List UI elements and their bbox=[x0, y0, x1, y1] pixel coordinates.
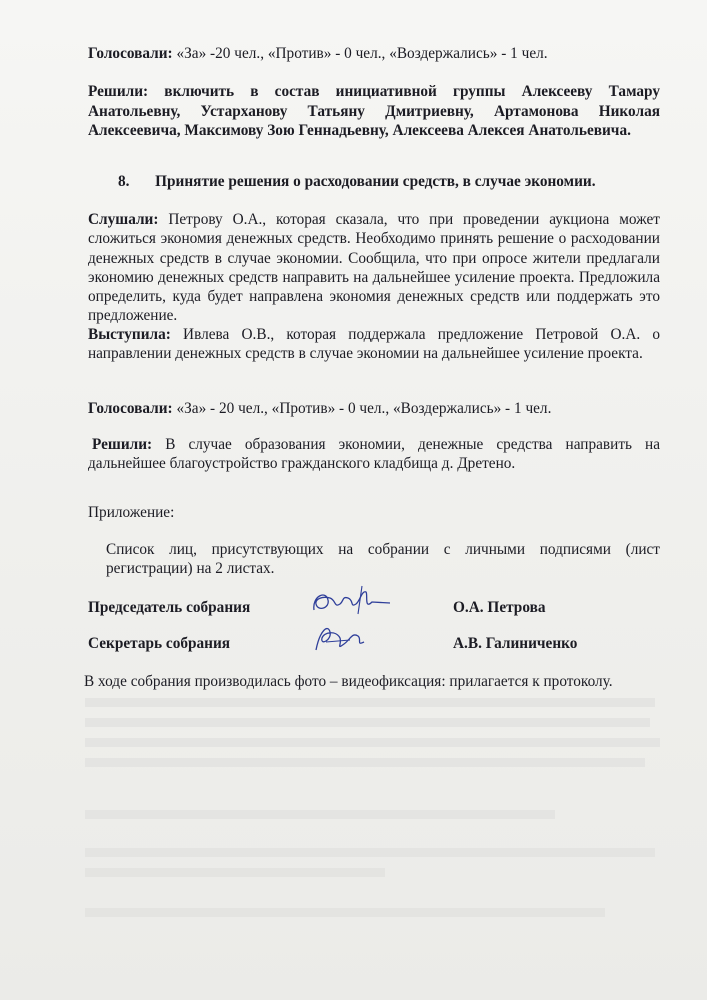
spoke-text: Ивлева О.В., которая поддержала предложение Петровой О.А. о направлении денежных средств в случае экономии на дальнейшее усиление проекта. bbox=[88, 326, 660, 363]
decision-label: Решили: bbox=[92, 436, 153, 453]
vote-result-1 bbox=[88, 44, 660, 63]
decision-2 bbox=[88, 435, 660, 474]
signature-name: А.В. Галиниченко bbox=[453, 635, 578, 652]
vote-text: «За» - 20 чел., «Против» - 0 чел., «Воздержались» - 1 чел. bbox=[176, 400, 552, 417]
spoke-paragraph bbox=[88, 325, 660, 364]
vote-label: Голосовали: bbox=[88, 400, 173, 417]
signature-title: Секретарь собрания bbox=[88, 635, 231, 652]
spoke-label: Выступила: bbox=[88, 326, 171, 343]
agenda-item-number: 8. bbox=[118, 173, 130, 190]
decision-1: Решили: включить в состав инициативной группы Алексееву Тамару Анатольевну, Устарханову Татьяну Дмитриевну, Артамонова Николая Алексеевича, Максимову Зою Геннадьевну, Алексеева Алексея Анатольевича. bbox=[88, 83, 660, 139]
bleed-through-area bbox=[85, 690, 665, 950]
footer-note: В ходе собрания производилась фото – видеофиксация: прилагается к протоколу. bbox=[84, 673, 613, 690]
agenda-item-title: Принятие решения о расходовании средств, в случае экономии. bbox=[155, 173, 596, 190]
vote-text: «За» -20 чел., «Против» - 0 чел., «Воздержались» - 1 чел. bbox=[176, 45, 548, 62]
heard-label: Слушали: bbox=[88, 211, 159, 228]
agenda-item-8 bbox=[118, 172, 658, 191]
decision-text: В случае образования экономии, денежные средства направить на дальнейшее благоустройство гражданского кладбища д. Дретено. bbox=[88, 436, 661, 473]
vote-result-2 bbox=[88, 399, 660, 418]
heard-paragraph bbox=[88, 210, 660, 326]
appendix-label: Приложение: bbox=[88, 504, 175, 521]
signature-title: Председатель собрания bbox=[88, 599, 251, 616]
signature-name: О.А. Петрова bbox=[453, 599, 546, 616]
heard-text: Петрову О.А., которая сказала, что при проведении аукциона может сложиться экономия денежных средств. Необходимо принять решение о расходовании денежных средств в случае экономии. Сообщила, что при опросе жители предлагали экономию денежных средств направить на дальнейшее усиление проекта. Предложила определить, куда будет направлена экономия денежных средств или поддержать это предложение. bbox=[88, 211, 660, 325]
appendix-text: Список лиц, присутствующих на собрании с личными подписями (лист регистрации) на 2 листах. bbox=[106, 541, 660, 578]
signature-secretary-mark bbox=[306, 620, 376, 665]
vote-label: Голосовали: bbox=[88, 45, 173, 62]
